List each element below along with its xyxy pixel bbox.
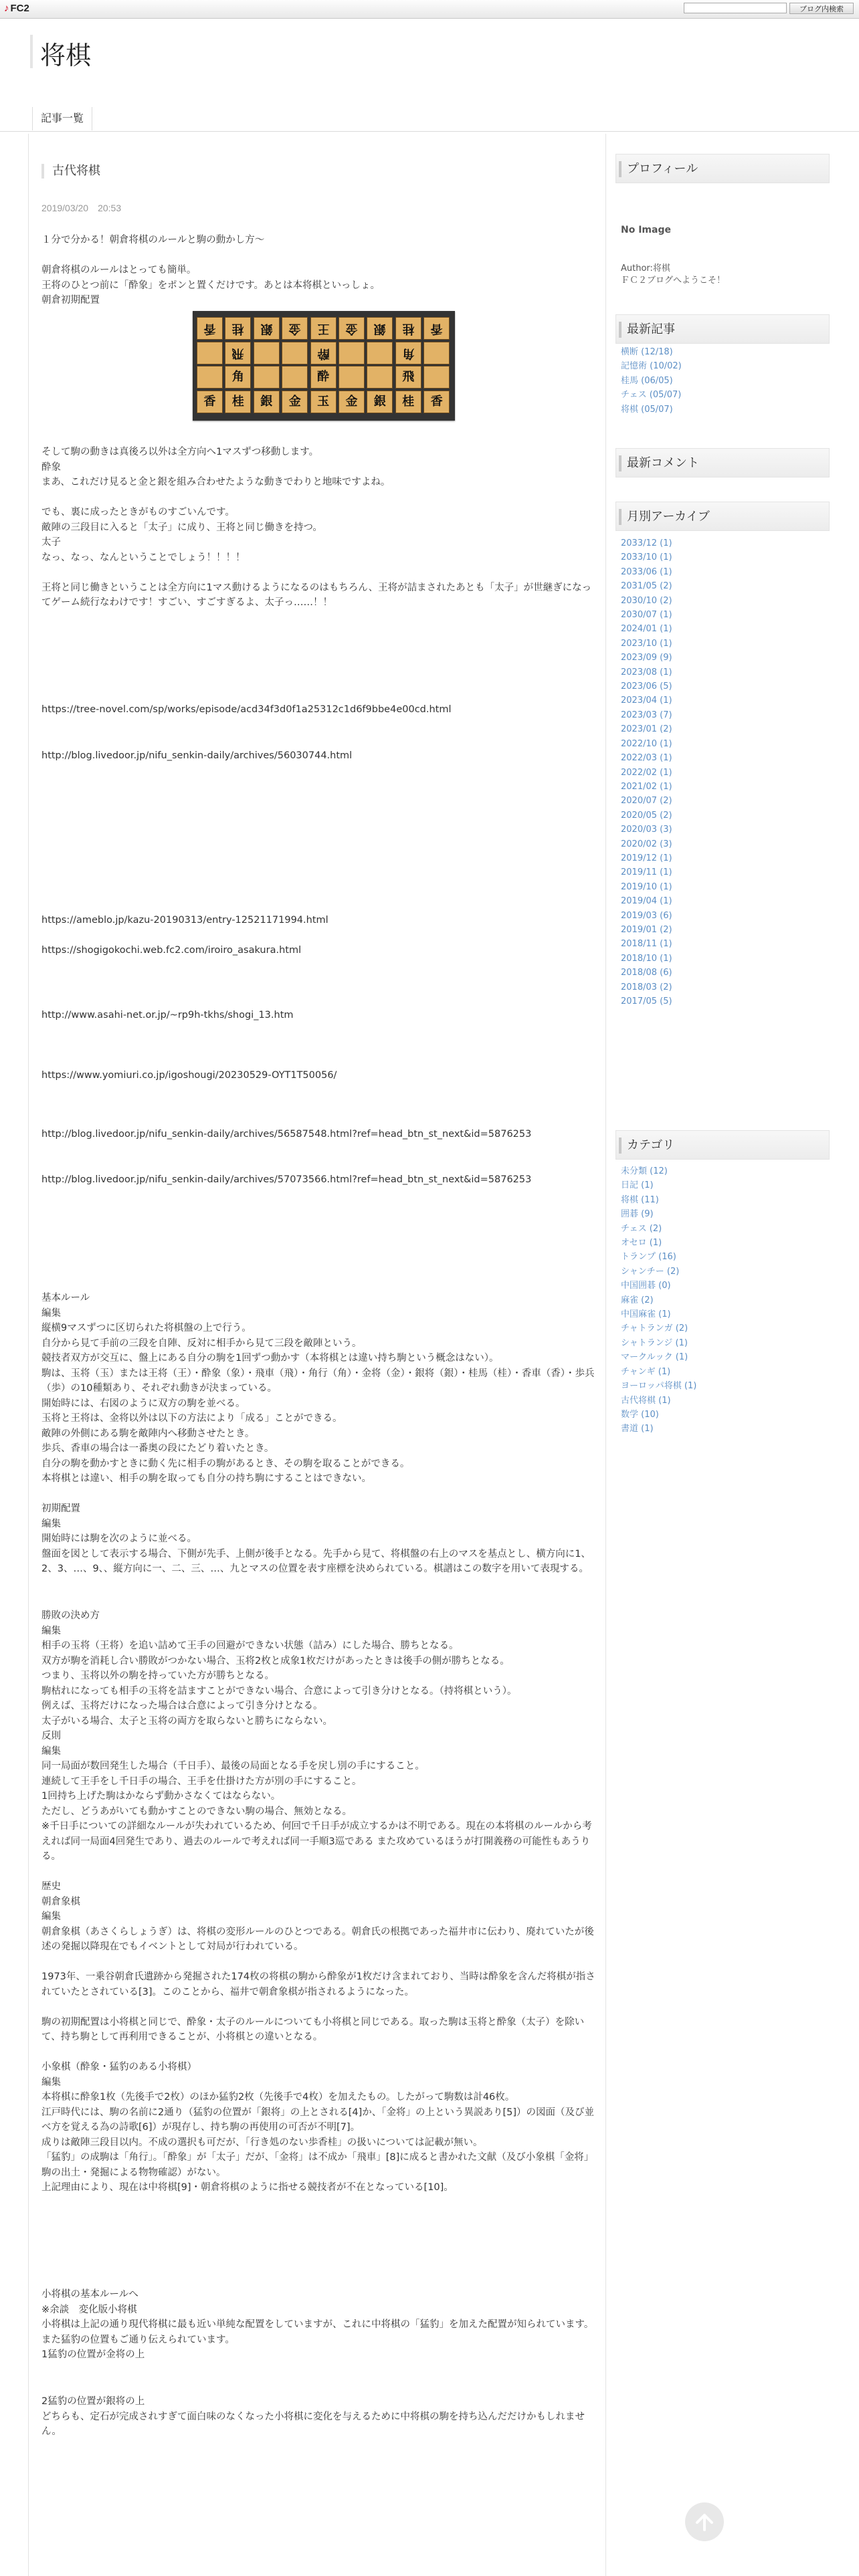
- category-item-link[interactable]: トランプ (16): [621, 1252, 676, 1263]
- archive-item-link[interactable]: 2033/10 (1): [621, 552, 672, 563]
- archive-item: [621, 894, 672, 908]
- category-item: [621, 1321, 696, 1335]
- fc2-logo-icon: ♪: [4, 3, 9, 14]
- archive-item-link[interactable]: 2018/10 (1): [621, 953, 672, 964]
- archive-item-link[interactable]: 2033/12 (1): [621, 538, 672, 548]
- article-link[interactable]: https://ameblo.jp/kazu-20190313/entry-12521171994.html: [41, 915, 328, 926]
- archive-item-link[interactable]: 2023/03 (7): [621, 710, 672, 720]
- archive-item: [621, 994, 672, 1008]
- archive-item-link[interactable]: 2022/10 (1): [621, 738, 672, 749]
- category-item: [621, 1379, 696, 1393]
- shogi-piece: 王: [317, 322, 330, 336]
- category-item-link[interactable]: シャトランジ (1): [621, 1337, 688, 1348]
- shogi-piece: 銀: [373, 322, 386, 336]
- shogi-piece: 銀: [260, 322, 273, 336]
- board-square: [339, 317, 365, 340]
- board-square: [310, 391, 337, 413]
- article-paragraph-drunk-elephant: そして駒の動きは真後ろ以外は全方向へ1マスずつ移動します。 酔象 まあ、これだけ見ると金と銀を組み合わせたような動きでわりと地味ですよね。 でも、裏に成ったときがものすごいんです。 敵陣の三段目に入ると「太子」に成り、王将と同じ働きを持つ。 太子 なっ、なっ、なんということでしょう！！！！ 王将と同じ働きということは全方向に1マス動けるようになるのはもちろん、王将が詰まされたあとも「太子」が世継ぎになってゲーム続行なわけです！すごい、すごすぎるよ、太子っ……！！: [41, 447, 592, 608]
- archive-item-link[interactable]: 2033/06 (1): [621, 566, 672, 577]
- archive-item: [621, 923, 672, 937]
- archive-item-link[interactable]: 2023/01 (2): [621, 724, 672, 735]
- recent-post-item-link[interactable]: 桂馬 (06/05): [621, 375, 673, 386]
- category-item: [621, 1193, 696, 1207]
- archive-item-link[interactable]: 2019/04 (1): [621, 896, 672, 907]
- shogi-piece: 酔: [317, 370, 330, 384]
- board-square: [423, 317, 450, 340]
- archive-item: [621, 579, 672, 593]
- board-square: [282, 342, 308, 364]
- archive-item: [621, 708, 672, 722]
- recent-posts-list: [621, 345, 682, 417]
- board-square: [395, 342, 421, 364]
- category-item-link[interactable]: オセロ (1): [621, 1238, 662, 1249]
- archive-item-link[interactable]: 2023/06 (5): [621, 681, 672, 692]
- article-link[interactable]: http://blog.livedoor.jp/nifu_senkin-daily/archives/56030744.html: [41, 750, 353, 761]
- board-square: [197, 317, 223, 340]
- archive-item-link[interactable]: 2031/05 (2): [621, 581, 672, 592]
- archive-item: [621, 794, 672, 808]
- shogi-piece: 酔: [317, 346, 330, 360]
- board-square: [367, 317, 393, 340]
- board-square: [225, 391, 251, 413]
- archive-item-link[interactable]: 2019/01 (2): [621, 924, 672, 935]
- title-accent: [30, 35, 33, 68]
- archive-item: [621, 550, 672, 564]
- category-item: [621, 1207, 696, 1221]
- archive-item-link[interactable]: 2022/03 (1): [621, 753, 672, 764]
- board-square: [423, 366, 450, 389]
- archive-item-link[interactable]: 2024/01 (1): [621, 624, 672, 635]
- recent-post-item-link[interactable]: チェス (05/07): [621, 390, 682, 401]
- board-square: [254, 317, 280, 340]
- shogi-piece: 金: [288, 394, 301, 409]
- category-item-link[interactable]: 囲碁 (9): [621, 1209, 654, 1220]
- shogi-piece: 桂: [402, 322, 415, 336]
- category-item: [621, 1336, 696, 1350]
- archive-item: [621, 780, 672, 794]
- shogi-piece: 桂: [402, 394, 415, 409]
- shogi-piece: 飛: [231, 346, 244, 360]
- archive-item-link[interactable]: 2019/10 (1): [621, 881, 672, 892]
- article-link[interactable]: https://tree-novel.com/sp/works/episode/acd34f3d0f1a25312c1d6f9bbe4e00cd.html: [41, 704, 452, 715]
- recent-posts-title: 最新記事: [615, 314, 830, 344]
- board-square: [197, 342, 223, 364]
- category-item-link[interactable]: チャトランガ (2): [621, 1323, 688, 1334]
- archive-item: [621, 966, 672, 980]
- category-list: [621, 1164, 696, 1436]
- archive-item-link[interactable]: 2018/11 (1): [621, 939, 672, 950]
- archive-item: [621, 937, 672, 951]
- board-square: [395, 317, 421, 340]
- board-square: [367, 366, 393, 389]
- scroll-to-top-button[interactable]: [685, 2502, 724, 2541]
- article-history: 歴史 朝倉象棋 編集 朝倉象棋（あさくらしょうぎ）は、将棋の変形ルールのひとつである。朝倉氏の根拠であった福井市に伝わり、廃れていたが後述の発掘以降現在でもイベントとして対局が行われている。 1973年、一乗谷朝倉氏遺跡から発掘された174枚の将棋の駒から酔象が1枚だけ含まれており、当時は酔象を含んだ将棋が指されていたとされている[3]。このことから、福井で朝倉象棋が指されるようになった。 駒の初期配置は小将棋と同じで、酔象・太子のルールについても小将棋と同じである。取った駒は玉将と酔象（太子）を除いて、持ち駒として再利用できることが、小将棋との違いとなる。 小象棋（酔象・猛豹のある小将棋） 編集 本将棋に酔象1枚（先後手で2枚）のほか猛豹2枚（先後手で4枚）を加えたもの。したがって駒数は計46枚。 江戸時代には、駒の名前に2通り（猛豹の位置が「銀将」の上とされる[4]か、「金将」の上という異説あり[5]）の図面（及び並べ方を覚える為の詩歌[6]）が現存し、持ち駒の再使用の可否が不明[7]。 成りは敵陣三段目以内。不成の選択も可だが、「行き処のない歩香桂」の扱いについては記載が無い。 「猛豹」の成駒は「角行」。「酔象」が「太子」だが、「金将」は不成か「飛車」[8]に成ると書かれた文献（及び小象棋「金将」駒の出土・発掘による物物確認）がない。 上記理由により、現在は中将棋[9]・朝倉将棋のように指せる競技者が不在となっている[10]。: [41, 1881, 595, 2193]
- category-item: [621, 1408, 696, 1422]
- article-basic-rules: 基本ルール 編集 縦横9マスずつに区切られた将棋盤の上で行う。 自分から見て手前の三段を自陣、反対に相手から見て三段を敵陣という。 競技者双方が交互に、盤上にある自分の駒を1回ずつ動かす（本将棋とは違い持ち駒という概念はない）。 駒は、玉将（玉）または王将（王）・酔象（象）・飛車（飛）・角行（角）・金将（金）・銀将（銀）・桂馬（桂）・香車（香）・歩兵（歩）の10種類あり、それぞれ動きが決まっている。 開始時には、右図のように双方の駒を並べる。 玉将と王将は、金将以外は以下の方法により「成る」ことができる。 敵陣の外側にある駒を敵陣内へ移動させたとき。 歩兵、香車の場合は一番奥の段にたどり着いたとき。 自分の駒を動かすときに動く先に相手の駒があるとき、その駒を取ることができる。 本将棋とは違い、相手の駒を取っても自分の持ち駒にすることはできない。: [41, 1293, 595, 1484]
- category-item: [621, 1164, 696, 1178]
- archive-item: [621, 865, 672, 879]
- archive-item-link[interactable]: 2020/05 (2): [621, 810, 672, 821]
- shogi-piece: 香: [430, 394, 443, 409]
- archive-item-link[interactable]: 2018/03 (2): [621, 982, 672, 992]
- article-link[interactable]: http://www.asahi-net.or.jp/~rp9h-tkhs/shogi_13.htm: [41, 1010, 294, 1021]
- shogi-piece: 角: [231, 370, 244, 384]
- archive-item-link[interactable]: 2021/02 (1): [621, 781, 672, 792]
- archive-item-link[interactable]: 2020/02 (3): [621, 839, 672, 849]
- board-square: [254, 342, 280, 364]
- recent-post-item: [621, 359, 682, 373]
- asakura-initial-board-image: [193, 311, 455, 421]
- arrow-up-icon: [694, 2512, 714, 2532]
- fc2-logo-text: FC2: [10, 3, 29, 14]
- archive-item: [621, 565, 672, 579]
- category-item: [621, 1279, 696, 1293]
- archive-item-link[interactable]: 2023/04 (1): [621, 695, 672, 706]
- board-square: [339, 366, 365, 389]
- category-item: [621, 1178, 696, 1192]
- board-square: [282, 366, 308, 389]
- profile-no-image: No Image: [621, 225, 671, 235]
- category-item: [621, 1250, 696, 1264]
- archive-item: [621, 722, 672, 736]
- article-link[interactable]: https://shogigokochi.web.fc2.com/iroiro_asakura.html: [41, 945, 302, 956]
- category-item-link[interactable]: 将棋 (11): [621, 1194, 659, 1205]
- category-item-link[interactable]: シャンチー (2): [621, 1266, 680, 1277]
- category-item-link[interactable]: 未分類 (12): [621, 1166, 668, 1176]
- category-item: [621, 1265, 696, 1279]
- recent-post-item-link[interactable]: 横断 (12/18): [621, 347, 673, 357]
- recent-post-item-link[interactable]: 記憶術 (10/02): [621, 361, 682, 372]
- archive-item: [621, 737, 672, 751]
- board-square: [282, 391, 308, 413]
- article-initial-setup: 初期配置 編集 開始時には駒を次のように並べる。 盤面を図として表示する場合、下側が先手、上側が後手となる。先手から見て、将棋盤の右上のマスを基点とし、横方向に1、2、3、…、9、、縦方向に一、二、三、…、九とマスの位置を表す座標を決められている。棋譜はこの数字を用いて表現する。: [41, 1503, 591, 1574]
- category-item: [621, 1222, 696, 1236]
- site-title[interactable]: 将棋: [40, 41, 92, 70]
- category-item: [621, 1236, 696, 1250]
- archive-item: [621, 622, 672, 636]
- archive-item-link[interactable]: 2017/05 (5): [621, 996, 672, 1006]
- board-square: [339, 342, 365, 364]
- category-item-link[interactable]: 麻雀 (2): [621, 1295, 654, 1305]
- global-nav: [0, 107, 859, 132]
- category-item-link[interactable]: 数学 (10): [621, 1409, 659, 1420]
- archive-item-link[interactable]: 2020/07 (2): [621, 796, 672, 807]
- board-square: [423, 342, 450, 364]
- recent-post-item: [621, 374, 682, 388]
- article-basic-rules-link: 小将棋の基本ルールへ ※余談 変化版小将棋 小将棋は上記の通り現代将棋に最も近い単純な配置をしていますが、これに中将棋の「猛豹」を加えた配置が知られています。また猛豹の位置もご通り伝えられています。 1猛豹の位置が金将の上: [41, 2289, 594, 2360]
- archive-item-link[interactable]: 2030/07 (1): [621, 610, 672, 621]
- category-item: [621, 1422, 696, 1436]
- article-date: 2019/03/20 20:53: [41, 203, 122, 213]
- shogi-piece: 桂: [231, 394, 244, 409]
- archive-item-link[interactable]: 2018/08 (6): [621, 968, 672, 978]
- board-square: [310, 366, 337, 389]
- monthly-archive-list: [621, 536, 672, 1008]
- archive-item: [621, 837, 672, 851]
- shogi-piece: 角: [402, 346, 415, 360]
- board-square: [310, 317, 337, 340]
- article-link[interactable]: http://blog.livedoor.jp/nifu_senkin-daily/archives/56587548.html?ref=head_btn_st_next&id=5876253: [41, 1129, 532, 1140]
- recent-post-item-link[interactable]: 将棋 (05/07): [621, 404, 673, 415]
- blog-search-button[interactable]: ブログ内検索: [789, 3, 854, 14]
- archive-item: [621, 823, 672, 837]
- shogi-piece: 銀: [260, 394, 273, 409]
- category-item-link[interactable]: チェス (2): [621, 1223, 662, 1234]
- archive-item-link[interactable]: 2023/10 (1): [621, 638, 672, 649]
- nav-item-article-list[interactable]: 記事一覧: [32, 107, 92, 130]
- archive-item: [621, 851, 672, 865]
- category-item-link[interactable]: 書道 (1): [621, 1424, 654, 1434]
- board-square: [367, 342, 393, 364]
- archive-item: [621, 766, 672, 780]
- category-item-link[interactable]: チャンギ (1): [621, 1366, 671, 1377]
- article-variant-2: 2猛豹の位置が銀将の上 どちらも、定石が完成されすぎて面白味のなくなった小将棋に変化を与えるために中将棋の駒を持ち込んだだけかもしれません。: [41, 2396, 585, 2437]
- archive-item: [621, 751, 672, 765]
- archive-item: [621, 679, 672, 693]
- category-title: カテゴリ: [615, 1130, 830, 1160]
- article-intro: １分で分かる！朝倉将棋のルールと駒の動かし方～ 朝倉将棋のルールはとっても簡単。 王将のひとつ前に「酔象」をポンと置くだけです。あとは本将棋といっしょ。 朝倉初期配置: [41, 235, 381, 306]
- archive-item-link[interactable]: 2023/09 (9): [621, 653, 672, 663]
- archive-item-link[interactable]: 2020/03 (3): [621, 825, 672, 835]
- archive-item: [621, 608, 672, 622]
- profile-title: プロフィール: [615, 154, 830, 183]
- board-square: [367, 391, 393, 413]
- fc2-toolbar: [0, 0, 859, 19]
- shogi-piece: 金: [345, 394, 358, 409]
- archive-item: [621, 980, 672, 994]
- archive-item: [621, 536, 672, 550]
- archive-item-link[interactable]: 2019/12 (1): [621, 853, 672, 863]
- archive-item: [621, 637, 672, 651]
- archive-item: [621, 651, 672, 665]
- category-item: [621, 1293, 696, 1307]
- category-item: [621, 1350, 696, 1364]
- board-square: [225, 317, 251, 340]
- archive-item-link[interactable]: 2030/10 (2): [621, 595, 672, 606]
- shogi-piece: 香: [203, 322, 216, 336]
- fc2-logo[interactable]: [4, 3, 29, 14]
- recent-comments-title: 最新コメント: [615, 448, 830, 477]
- archive-item: [621, 909, 672, 923]
- shogi-piece: 飛: [402, 370, 415, 384]
- shogi-piece: 玉: [317, 394, 330, 409]
- archive-item: [621, 952, 672, 966]
- board-square: [423, 391, 450, 413]
- blog-search-input[interactable]: [684, 3, 787, 13]
- category-item-link[interactable]: マークルック (1): [621, 1352, 688, 1363]
- archive-item: [621, 594, 672, 608]
- archive-item-link[interactable]: 2019/11 (1): [621, 867, 672, 878]
- board-square: [310, 342, 337, 364]
- profile-author: Author:将棋 ＦＣ２ブログへようこそ！: [621, 263, 726, 286]
- archive-item-link[interactable]: 2022/02 (1): [621, 767, 672, 778]
- category-item-link[interactable]: 日記 (1): [621, 1180, 654, 1191]
- shogi-piece: 銀: [373, 394, 386, 409]
- category-item-link[interactable]: ヨーロッパ将棋 (1): [621, 1381, 697, 1392]
- board-square: [197, 391, 223, 413]
- recent-post-item: [621, 345, 682, 359]
- shogi-piece: 金: [288, 322, 301, 336]
- board-square: [339, 391, 365, 413]
- board-square: [225, 366, 251, 389]
- board-square: [197, 366, 223, 389]
- shogi-piece: 香: [203, 394, 216, 409]
- archive-item: [621, 693, 672, 708]
- monthly-archive-title: 月別アーカイブ: [615, 502, 830, 531]
- category-item: [621, 1365, 696, 1379]
- category-item: [621, 1394, 696, 1408]
- recent-post-item: [621, 388, 682, 402]
- shogi-piece: 金: [345, 322, 358, 336]
- article-title[interactable]: 古代将棋: [41, 164, 605, 179]
- shogi-piece: 桂: [231, 322, 244, 336]
- archive-item-link[interactable]: 2023/08 (1): [621, 667, 672, 677]
- board-square: [225, 342, 251, 364]
- category-item-link[interactable]: 中国麻雀 (1): [621, 1309, 671, 1320]
- board-square: [395, 391, 421, 413]
- recent-post-item: [621, 403, 682, 417]
- archive-item: [621, 665, 672, 679]
- category-item: [621, 1307, 696, 1321]
- archive-item: [621, 880, 672, 894]
- board-square: [254, 391, 280, 413]
- board-square: [282, 317, 308, 340]
- category-item-link[interactable]: 中国囲碁 (0): [621, 1281, 671, 1291]
- archive-item-link[interactable]: 2019/03 (6): [621, 910, 672, 921]
- board-square: [254, 366, 280, 389]
- category-item-link[interactable]: 古代将棋 (1): [621, 1395, 671, 1406]
- article-link[interactable]: http://blog.livedoor.jp/nifu_senkin-daily/archives/57073566.html?ref=head_btn_st_next&id=5876253: [41, 1174, 532, 1185]
- article-link[interactable]: https://www.yomiuri.co.jp/igoshougi/20230529-OYT1T50056/: [41, 1070, 337, 1081]
- archive-item: [621, 809, 672, 823]
- article-victory-rules: 勝敗の決め方 編集 相手の玉将（王将）を追い詰めて王手の回避ができない状態（詰み）にした場合、勝ちとなる。 双方が駒を消耗し合い勝敗がつかない場合、玉将2枚と成象1枚だけがあったときは後手の側が勝ちとなる。 つまり、玉将以外の駒を持っていた方が勝ちとなる。 駒枯れになっても相手の玉将を詰ますことができない場合、合意によって引き分けとなる。（持将棋という）。 例えば、玉将だけになった場合は合意によって引き分けとなる。 太子がいる場合、太子と玉将の両方を取らないと勝ちにならない。 反則 編集 同一局面が数回発生した場合（千日手）、最後の局面となる手を戻し別の手にすること。 連続して王手をし千日手の場合、王手を仕掛けた方が別の手にすること。 1回持ち上げた駒はかならず動かさなくてはならない。 ただし、どうあがいても動かすことのできない駒の場合、無効となる。 ※千日手についての詳細なルールが失われているため、何回で千日手が成立するかは不明である。現在の本将棋のルールから考えれば同一局面4回発生であり、過去のルールで考えれば同一手順3巡である また攻めているほうが打開義務の可能性もあうりる。: [41, 1610, 592, 1862]
- board-square: [395, 366, 421, 389]
- shogi-piece: 香: [430, 322, 443, 336]
